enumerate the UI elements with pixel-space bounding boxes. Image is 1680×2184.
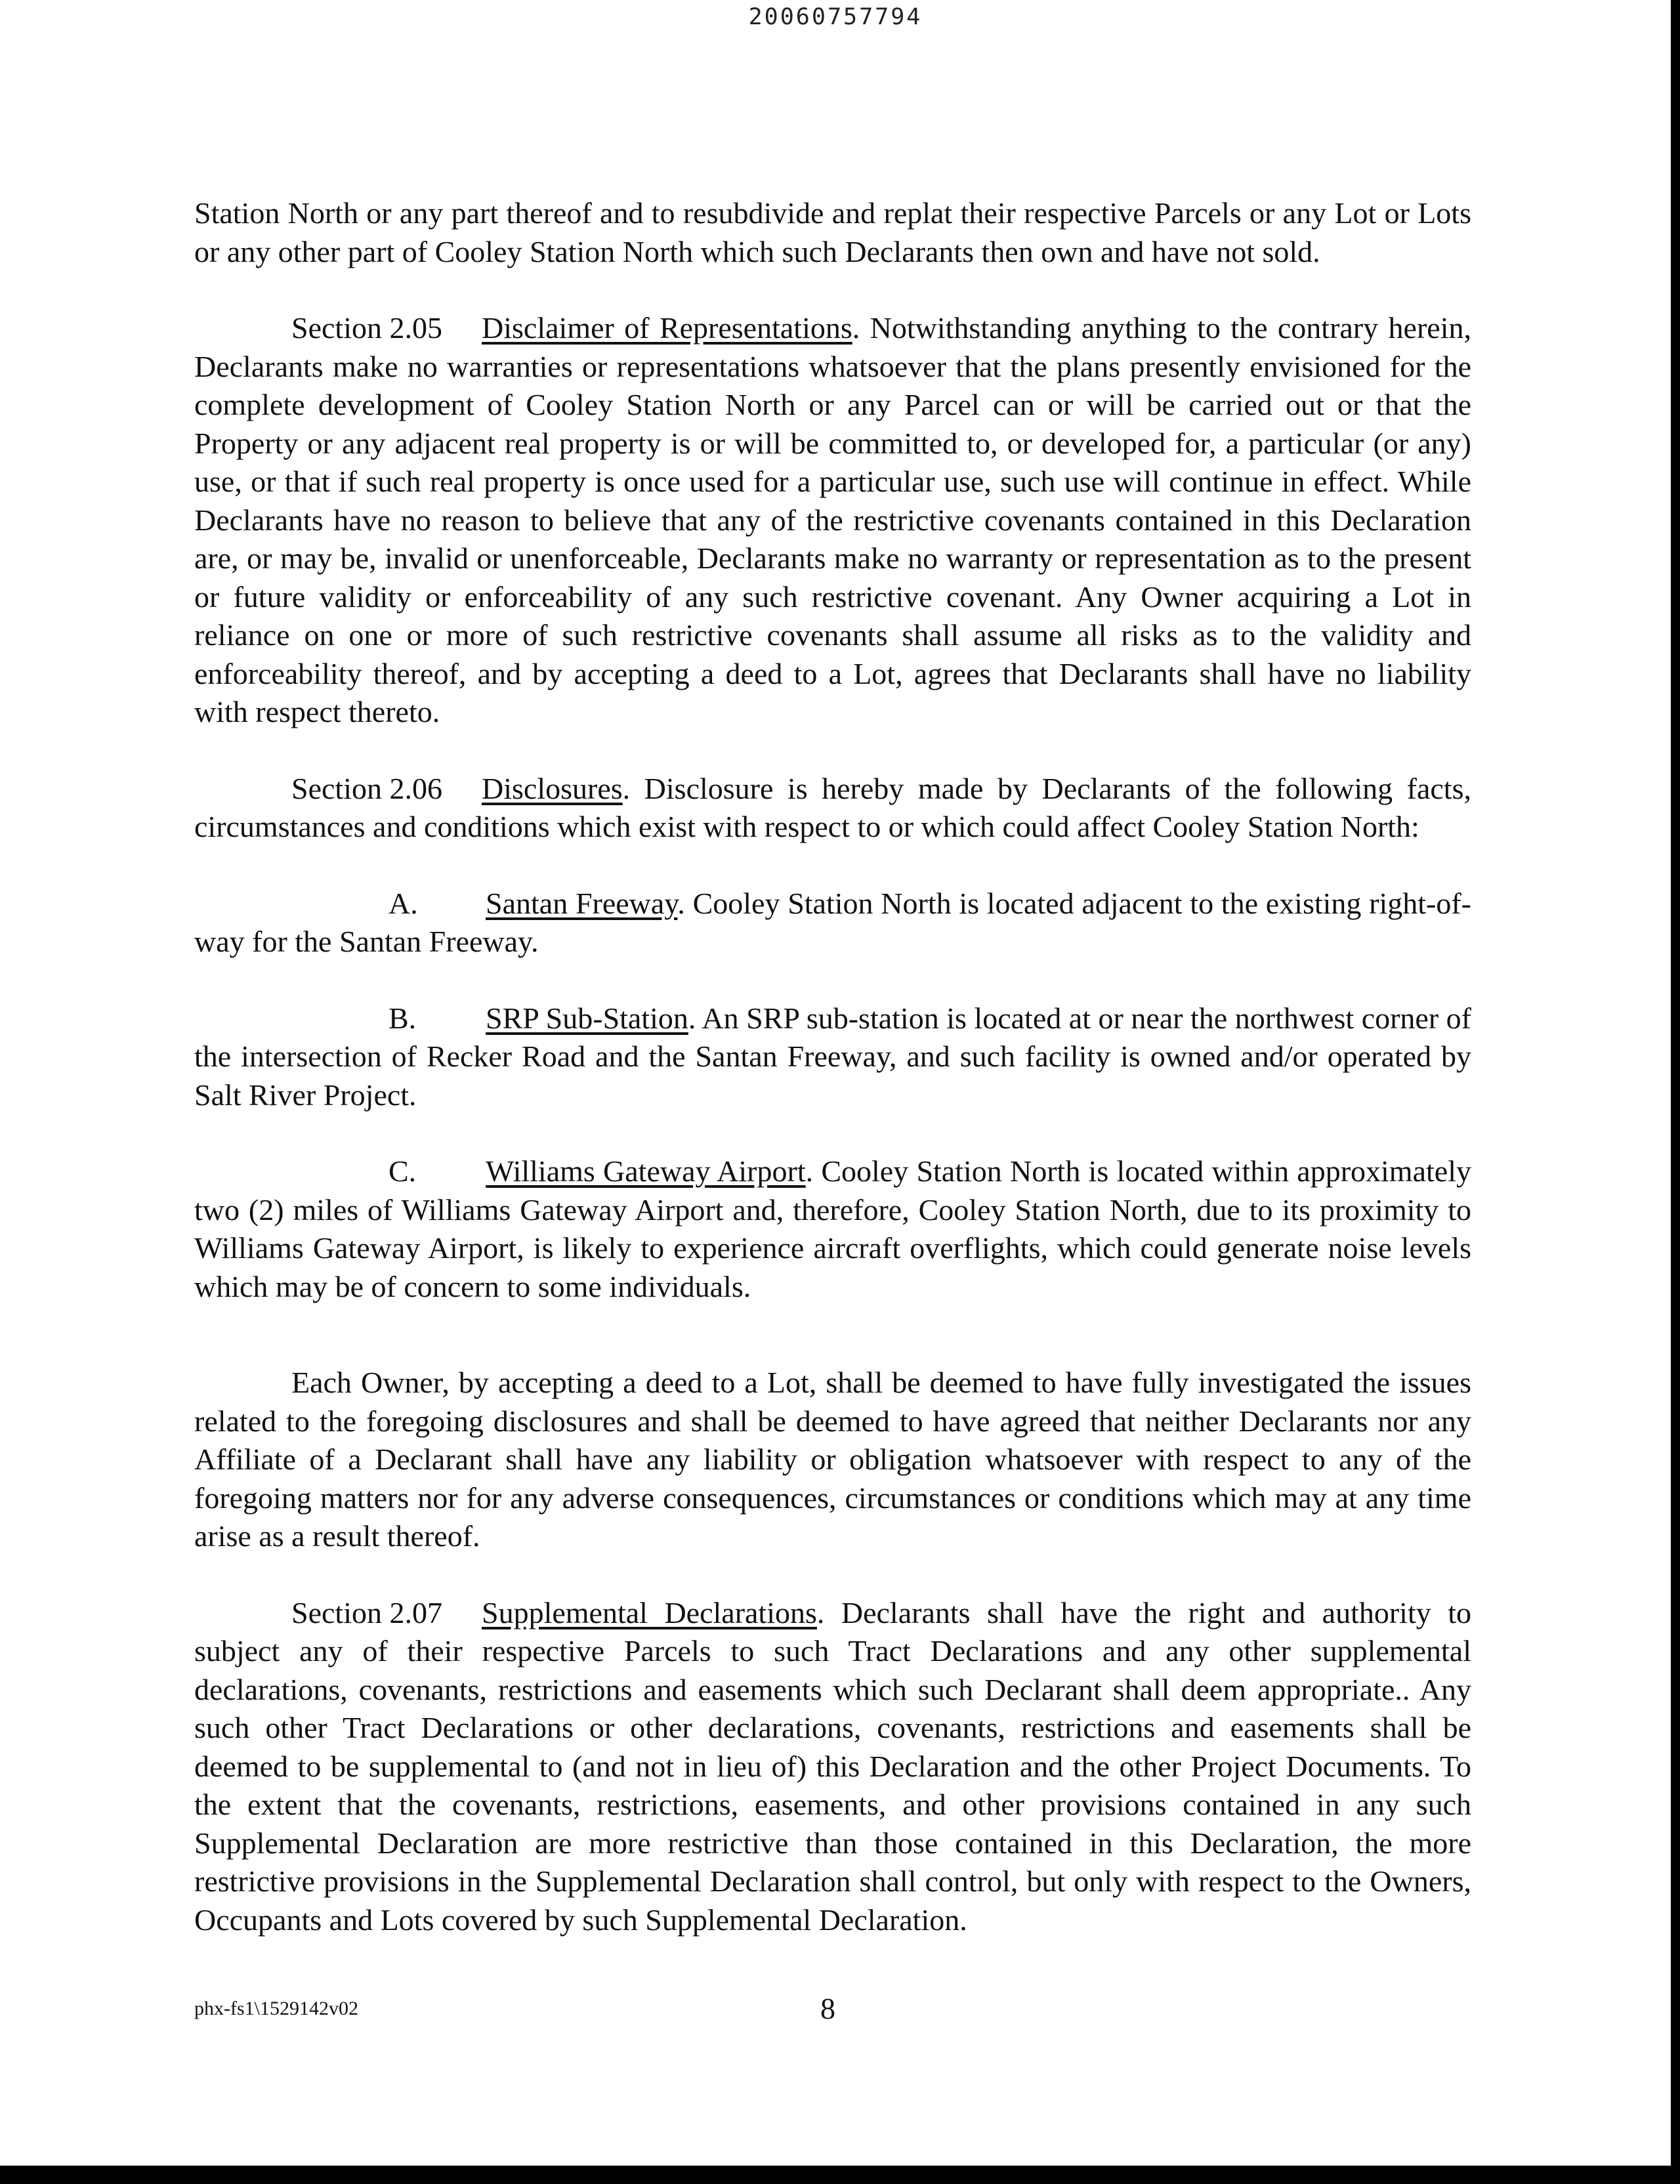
item-letter: A. — [388, 886, 418, 920]
section-2-07 — [194, 1594, 1471, 1940]
section-text: . Declarants shall have the right and authority to subject any of their respective Parcels to such Tract Declarations and any other supplemental declarations, covenants, restrictions and easements which such Declarant shall deem appropriate.. Any such other Tract Declarations or other declarations, covenants, restrictions and easements shall be deemed to be supplemental to (and not in lieu of) this Declaration and the other Project Documents. To the extent that the covenants, restrictions, easements, and other provisions contained in any such Supplemental Declaration are more restrictive than those contained in this Declaration, the more restrictive provisions in the Supplemental Declaration shall control, but only with respect to the Owners, Occupants and Lots covered by such Supplemental Declaration. — [194, 1595, 1471, 1937]
section-heading: Supplemental Declarations — [482, 1595, 817, 1629]
item-text: . An SRP sub-station is located at or near the northwest corner of the intersection of Recker Road and the Santan Freeway, and such facility is owned and/or operated by Salt River Project. — [194, 1001, 1472, 1112]
section-number: Section 2.06 — [291, 771, 442, 805]
item-letter: C. — [388, 1154, 417, 1188]
document-number: 20060757794 — [748, 4, 923, 30]
document-body — [194, 194, 1471, 1939]
section-heading: Disclaimer of Representations — [482, 311, 852, 345]
item-letter: B. — [388, 1001, 417, 1035]
section-text: . Notwithstanding anything to the contrary herein, Declarants make no warranties or representations whatsoever that the plans presently envisioned for the complete development of Cooley Station North or any Parcel can or will be carried out or that the Property or any adjacent real property is or will be committed to, or developed for, a particular (or any) use, or that if such real property is once used for a particular use, such use will continue in effect. While Declarants have no reason to believe that any of the restrictive covenants contained in this Declaration are, or may be, invalid or unenforceable, Declarants make no warranty or representation as to the present or future validity or enforceability of any such restrictive covenant. Any Owner acquiring a Lot in reliance on one or more of such restrictive covenants shall assume all risks as to the validity and enforceability thereof, and by accepting a deed to a Lot, agrees that Declarants shall have no liability with respect thereto. — [194, 311, 1471, 728]
disclosure-c — [194, 1152, 1471, 1306]
section-2-06 — [194, 770, 1471, 847]
item-text: . Cooley Station North is located adjacent to the existing right-of-way for the Santan Freeway. — [194, 886, 1471, 958]
footer-file-reference: phx-fs1\1529142v02 — [194, 1998, 358, 2019]
paragraph-continuation: Station North or any part thereof and to resubdivide and replat their respective Parcels or any Lot or Lots or any other part of Cooley Station North which such Declarants then own and have not sold. — [194, 196, 1471, 268]
section-number: Section 2.07 — [291, 1595, 442, 1629]
section-number: Section 2.05 — [291, 311, 442, 345]
item-heading: Williams Gateway Airport — [486, 1154, 806, 1188]
section-heading: Disclosures — [482, 771, 623, 805]
disclosure-b — [194, 999, 1471, 1115]
item-heading: SRP Sub-Station — [486, 1001, 688, 1035]
item-heading: Santan Freeway — [486, 886, 678, 920]
section-2-05 — [194, 309, 1471, 732]
section-text: . Disclosure is hereby made by Declarants of the following facts, circumstances and conditions which exist with respect to or which could affect Cooley Station North: — [194, 771, 1471, 843]
item-text: . Cooley Station North is located within approximately two (2) miles of Williams Gateway Airport and, therefore, Cooley Station North, due to its proximity to Williams Gateway Airport, is likely to experience aircraft overflights, which could generate noise levels which may be of concern to some individuals. — [194, 1154, 1471, 1303]
disclosure-a — [194, 885, 1471, 961]
paragraph-each-owner: Each Owner, by accepting a deed to a Lot, shall be deemed to have fully investigated the issues related to the foregoing disclosures and shall be deemed to have agreed that neither Declarants nor any Affiliate of a Declarant shall have any liability or obligation whatsoever with respect to any of the foregoing matters nor for any adverse consequences, circumstances or conditions which may at any time arise as a result thereof. — [194, 1366, 1471, 1553]
page-number: 8 — [820, 1992, 835, 2025]
